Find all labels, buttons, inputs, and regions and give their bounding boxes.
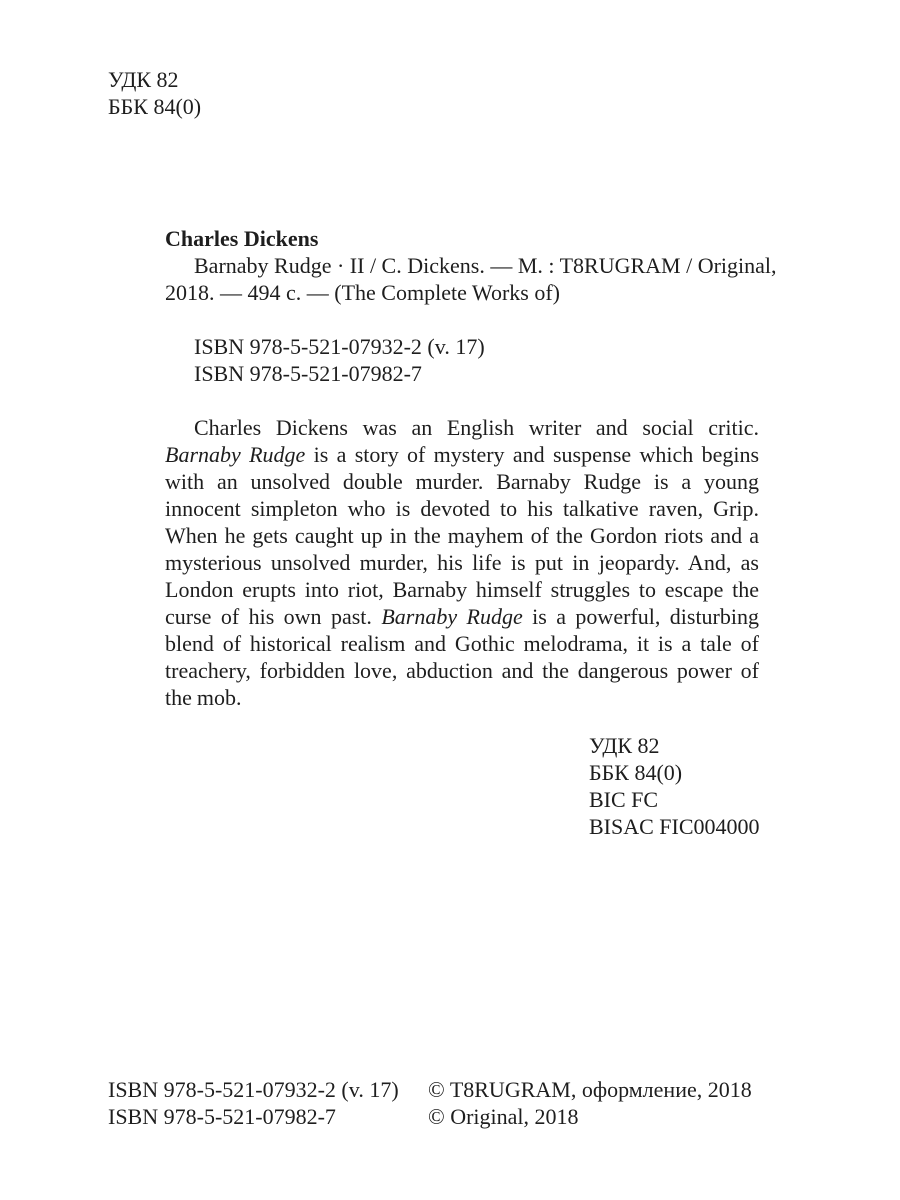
abstract-text-2: is a story of mystery and suspense which begins with an unsolved double murder. Barnaby Rudge is a young innocent simpleton who is devoted to his talkative raven, Grip. When he gets caught up in the mayhem of the Gordon riots and a mysterious unsolved murder, his life is put in jeopardy. And, as London erupts into riot, Barnaby himself struggles to escape the curse of his own past. [165,442,760,629]
footer-isbn-list [108,1076,399,1130]
record-isbn-1: ISBN 978-5-521-07932-2 (v. 17) [194,334,485,359]
title-line-2: 2018. — 494 c. — (The Complete Works of) [165,280,560,305]
book-abstract [165,414,759,711]
abstract-title-italic-1: Barnaby Rudge [165,442,306,467]
abstract-text-3: is a powerful, disturbing blend of historical realism and Gothic melodrama, it is a tale of treachery, forbidden love, abduction and the dangerous power of the mob. [165,604,759,710]
index-classification-codes [589,732,760,840]
index-bisac-code: BISAC FIC004000 [589,814,760,839]
footer-copyright-1: © T8RUGRAM, оформление, 2018 [428,1077,752,1102]
footer-copyright-2: © Original, 2018 [428,1104,579,1129]
footer-isbn-2: ISBN 978-5-521-07982-7 [108,1104,336,1129]
abstract-text-1: Charles Dickens was an English writer and social critic. [194,415,759,440]
abstract-title-italic-2: Barnaby Rudge [381,604,523,629]
record-isbn-list [165,333,759,387]
index-bbk-code: ББК 84(0) [589,760,683,785]
footer-copyright-list [428,1076,752,1130]
author-name: Charles Dickens [165,226,319,251]
record-isbn-2: ISBN 978-5-521-07982-7 [194,361,422,386]
index-bic-code: BIC FC [589,787,659,812]
header-classification-codes [108,66,201,120]
index-udk-code: УДК 82 [589,733,660,758]
footer-isbn-1: ISBN 978-5-521-07932-2 (v. 17) [108,1077,399,1102]
header-bbk-code: ББК 84(0) [108,94,202,119]
header-udk-code: УДК 82 [108,67,179,92]
bibliographic-record [165,225,777,711]
title-line-1: Barnaby Rudge · II / C. Dickens. — M. : T8RUGRAM / Original, [194,253,777,278]
